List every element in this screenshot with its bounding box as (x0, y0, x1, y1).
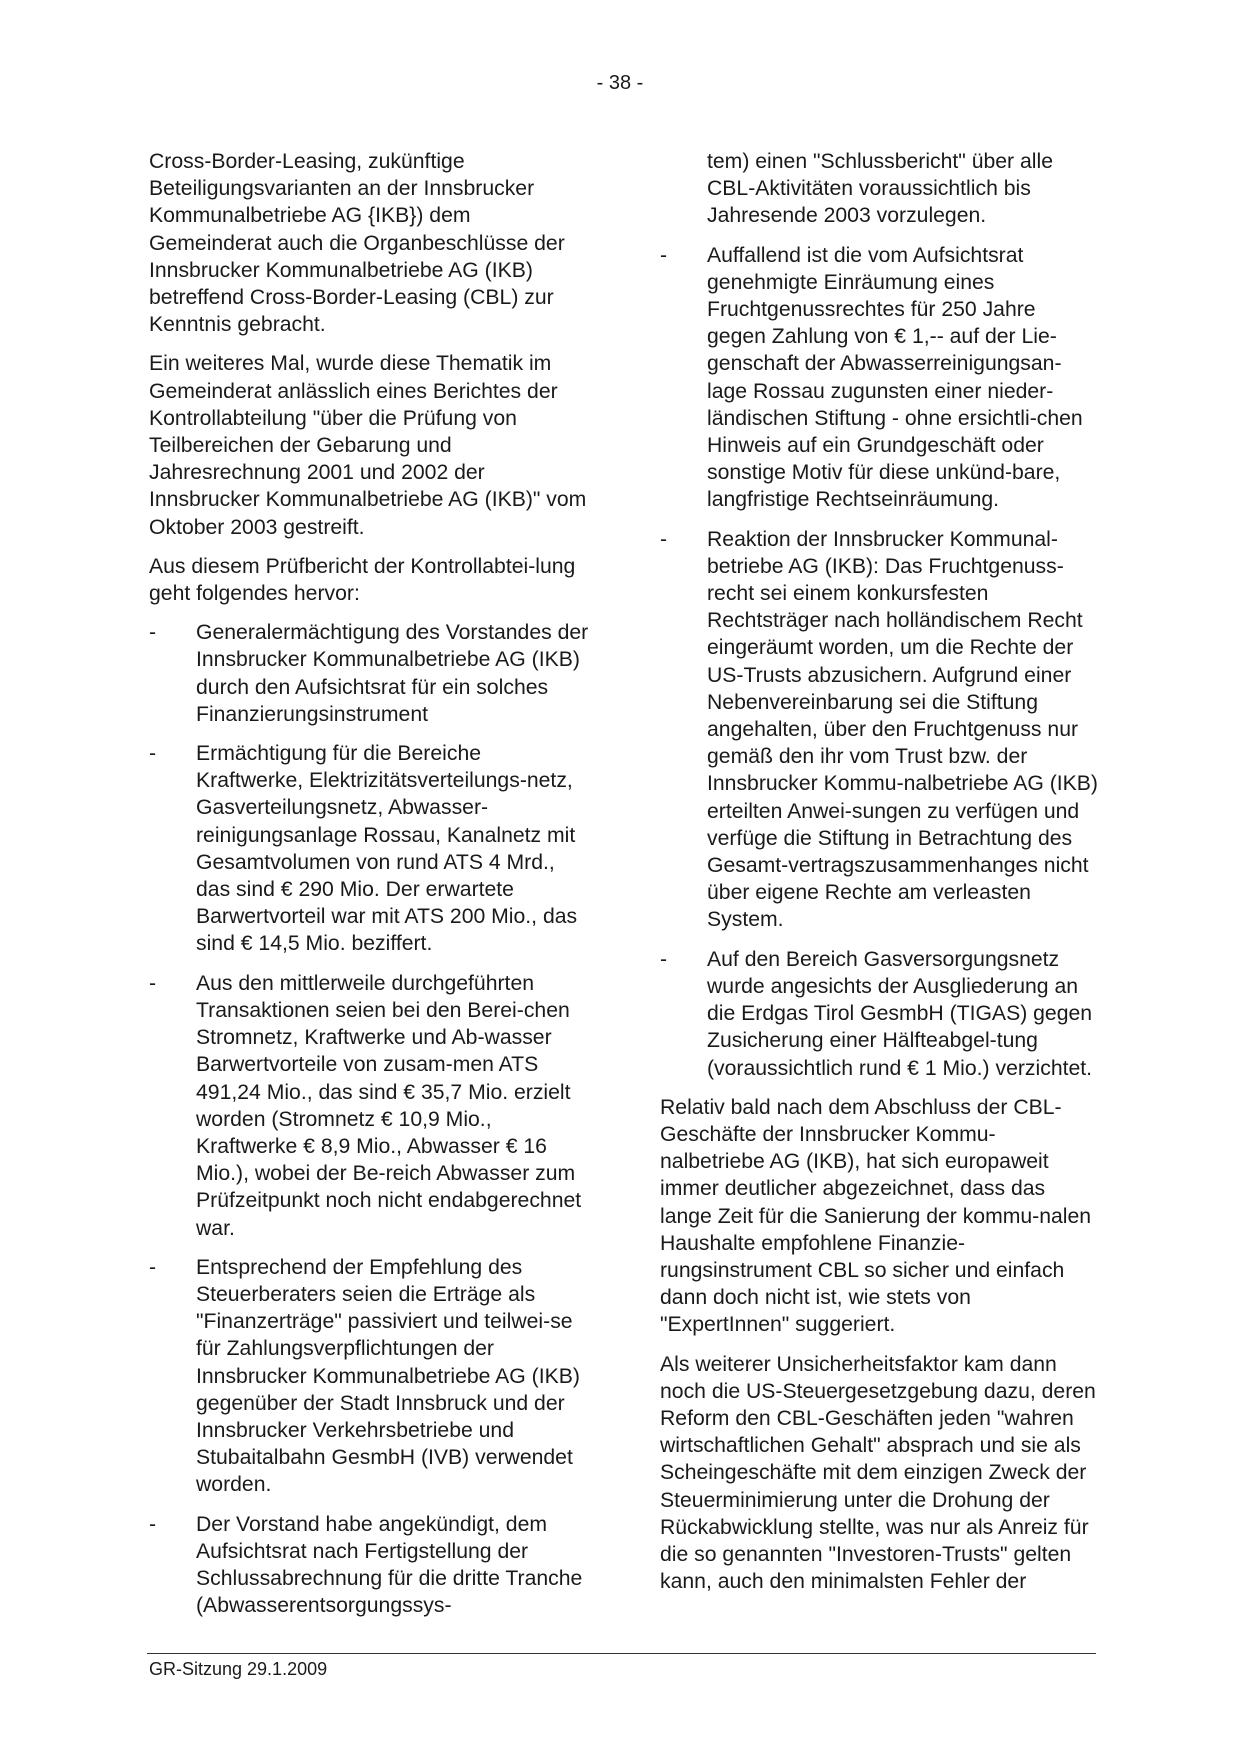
list-item: - Aus den mittlerweile durchgeführten Transaktionen seien bei den Berei-chen Stromnetz, Kraftwerke und Ab-wasser Barwertvorteile von zusam-men ATS 491,24 Mio., das sind € 35,7 Mio. erzielt worden (Stromnetz € 10,9 Mio., Kraftwerke € 8,9 Mio., Abwasser € 16 Mio.), wobei der Be-reich Abwasser zum Prüfzeitpunkt noch nicht endabgerechnet war. (149, 971, 582, 1240)
right-column (660, 148, 1100, 1607)
list-item-continuation: tem) einen "Schlussbericht" über alle CBL-Aktivitäten voraussichtlich bis Jahresende 2003 vorzulegen. (707, 150, 1053, 228)
list-item-text: Auf den Bereich Gasversorgungsnetz wurde angesichts der Ausgliederung an die Erdgas Tirol GesmbH (TIGAS) gegen Zusicherung einer Hälfteabgel-tung (voraussichtlich rund € 1 Mio.) verzichtet. (707, 947, 1093, 1080)
paragraph: Aus diesem Prüfbericht der Kontrollabtei-lung geht folgendes hervor: (149, 554, 576, 606)
paragraph: Cross-Border-Leasing, zukünftige Beteiligungsvarianten an der Innsbrucker Kommunalbetriebe AG {IKB}) dem Gemeinderat auch die Organbeschlüsse der Innsbrucker Kommunalbetriebe AG (IKB) betreffend Cross-Border-Leasing (CBL) zur Kenntnis gebracht. (149, 150, 565, 337)
list-item-text: Ermächtigung für die Bereiche Kraftwerke, Elektrizitätsverteilungs-netz, Gasverteilungsnetz, Abwasser-reinigungsanlage Rossau, Kanalnetz mit Gesamtvolumen von rund ATS 4 Mrd., das sind € 290 Mio. Der erwartete Barwertvorteil war mit ATS 200 Mio., das sind € 14,5 Mio. beziffert. (196, 742, 578, 956)
list-item-text: Reaktion der Innsbrucker Kommunal-betriebe AG (IKB): Das Fruchtgenuss-recht sei einem konkursfesten Rechtsträger nach holländischem Recht eingeräumt worden, um die Rechte der US-Trusts abzusichern. Aufgrund einer Nebenvereinbarung sei die Stiftung angehalten, über den Fruchtgenuss nur gemäß den ihr vom Trust bzw. der Innsbrucker Kommu-nalbetriebe AG (IKB) erteilten Anwei-sungen zu verfügen und verfüge die Stiftung in Betrachtung des Gesamt-vertragszusammenhanges nicht über eigene Rechte am verleasten System. (707, 527, 1098, 932)
paragraph: Als weiterer Unsicherheitsfaktor kam dann noch die US-Steuergesetzgebung dazu, deren Reform den CBL-Geschäften jeden "wahren wirtschaftlichen Gehalt" absprach und sie als Scheingeschäfte mit dem einzigen Zweck der Steuerminimierung unter die Drohung der Rückabwicklung stellte, was nur als Anreiz für die so genannten "Investoren-Trusts" gelten kann, auch den minimalsten Fehler der (660, 1352, 1096, 1594)
list-item-text: Entsprechend der Empfehlung des Steuerberaters seien die Erträge als "Finanzerträge" passiviert und teilwei-se für Zahlungsverpflichtungen der Innsbrucker Kommunalbetriebe AG (IKB) gegenüber der Stadt Innsbruck und der Innsbrucker Verkehrsbetriebe und Stubaitalbahn GesmbH (IVB) verwendet worden. (196, 1255, 580, 1497)
page-number: - 38 - (596, 72, 644, 94)
footer-rule (147, 1653, 1096, 1654)
list-item: - Auf den Bereich Gasversorgungsnetz wurde angesichts der Ausgliederung an die Erdgas Tirol GesmbH (TIGAS) gegen Zusicherung einer Hälfteabgel-tung (voraussichtlich rund € 1 Mio.) verzichtet. (660, 947, 1093, 1080)
list-item: - Reaktion der Innsbrucker Kommunal-betriebe AG (IKB): Das Fruchtgenuss-recht sei einem konkursfesten Rechtsträger nach holländischem Recht eingeräumt worden, um die Rechte der US-Trusts abzusichern. Aufgrund einer Nebenvereinbarung sei die Stiftung angehalten, über den Fruchtgenuss nur gemäß den ihr vom Trust bzw. der Innsbrucker Kommu-nalbetriebe AG (IKB) erteilten Anwei-sungen zu verfügen und verfüge die Stiftung in Betrachtung des Gesamt-vertragszusammenhanges nicht über eigene Rechte am verleasten System. (660, 527, 1098, 932)
list-item: - Generalermächtigung des Vorstandes der Innsbrucker Kommunalbetriebe AG (IKB) durch den Aufsichtsrat für ein solches Finanzierungsinstrument (149, 621, 589, 726)
list-item: - Entsprechend der Empfehlung des Steuerberaters seien die Erträge als "Finanzerträge" passiviert und teilwei-se für Zahlungsverpflichtungen der Innsbrucker Kommunalbetriebe AG (IKB) gegenüber der Stadt Innsbruck und der Innsbrucker Verkehrsbetriebe und Stubaitalbahn GesmbH (IVB) verwendet worden. (149, 1255, 580, 1497)
list-item: - Auffallend ist die vom Aufsichtsrat genehmigte Einräumung eines Fruchtgenussrechtes für 250 Jahre gegen Zahlung von € 1,-- auf der Lie-genschaft der Abwasserreinigungsan-lage Rossau zugunsten einer nieder-ländischen Stiftung - ohne ersichtli-chen Hinweis auf ein Grundgeschäft oder sonstige Motiv für diese unkünd-bare, langfristige Rechtseinräumung. (660, 243, 1083, 512)
list-item: - Der Vorstand habe angekündigt, dem Aufsichtsrat nach Fertigstellung der Schlussabrechnung für die dritte Tranche (Abwasserentsorgungssys- (149, 1512, 583, 1618)
list-item-text: Aus den mittlerweile durchgeführten Transaktionen seien bei den Berei-chen Stromnetz, Kraftwerke und Ab-wasser Barwertvorteile von zusam-men ATS 491,24 Mio., das sind € 35,7 Mio. erzielt worden (Stromnetz € 10,9 Mio., Kraftwerke € 8,9 Mio., Abwasser € 16 Mio.), wobei der Be-reich Abwasser zum Prüfzeitpunkt noch nicht endabgerechnet war. (196, 971, 582, 1240)
paragraph: Ein weiteres Mal, wurde diese Thematik im Gemeinderat anlässlich eines Berichtes der Kontrollabteilung "über die Prüfung von Teilbereichen der Gebarung und Jahresrechnung 2001 und 2002 der Innsbrucker Kommunalbetriebe AG (IKB)" vom Oktober 2003 gestreift. (149, 352, 587, 539)
list-item-text: Der Vorstand habe angekündigt, dem Aufsichtsrat nach Fertigstellung der Schlussabrechnung für die dritte Tranche (Abwasserentsorgungssys- (196, 1512, 583, 1618)
list-item-text: Generalermächtigung des Vorstandes der Innsbrucker Kommunalbetriebe AG (IKB) durch den Aufsichtsrat für ein solches Finanzierungsinstrument (196, 621, 589, 726)
list-item: - Ermächtigung für die Bereiche Kraftwerke, Elektrizitätsverteilungs-netz, Gasverteilungsnetz, Abwasser-reinigungsanlage Rossau, Kanalnetz mit Gesamtvolumen von rund ATS 4 Mrd., das sind € 290 Mio. Der erwartete Barwertvorteil war mit ATS 200 Mio., das sind € 14,5 Mio. beziffert. (149, 742, 578, 956)
paragraph: Relativ bald nach dem Abschluss der CBL-Geschäfte der Innsbrucker Kommu-nalbetriebe AG (IKB), hat sich europaweit immer deutlicher abgezeichnet, dass das lange Zeit für die Sanierung der kommu-nalen Haushalte empfohlene Finanzie-rungsinstrument CBL so sicher und einfach dann doch nicht ist, wie stets von "ExpertInnen" suggeriert. (660, 1095, 1092, 1337)
left-column (149, 148, 589, 1631)
footer-text: GR-Sitzung 29.1.2009 (149, 1659, 328, 1679)
list-item-text: Auffallend ist die vom Aufsichtsrat genehmigte Einräumung eines Fruchtgenussrechtes für 250 Jahre gegen Zahlung von € 1,-- auf der Lie-genschaft der Abwasserreinigungsan-lage Rossau zugunsten einer nieder-ländischen Stiftung - ohne ersichtli-chen Hinweis auf ein Grundgeschäft oder sonstige Motiv für diese unkünd-bare, langfristige Rechtseinräumung. (707, 243, 1083, 512)
